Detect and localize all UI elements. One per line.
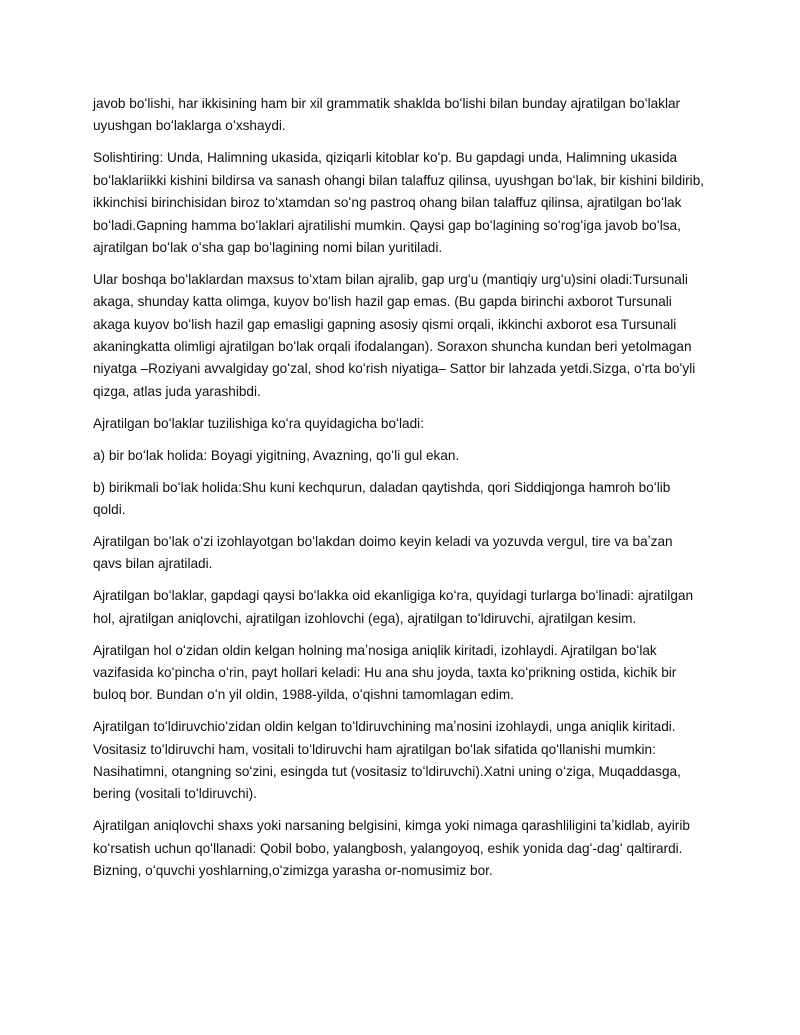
document-page: [93, 93, 705, 892]
paragraph-1: javob boʻlishi, har ikkisining ham bir xil grammatik shaklda boʻlishi bilan bunday ajratilgan boʻlaklar uyushgan boʻlaklarga oʻxshaydi.: [93, 96, 681, 134]
paragraph-3: Ular boshqa boʻlaklardan maxsus toʻxtam bilan ajralib, gap urgʻu (mantiqiy urgʻu)sini oladi:Tursunali akaga, shunday katta olimga, kuyov boʻlish hazil gap emas. (Bu gapda birinchi axborot Tursunali akaga kuyov boʻlish hazil gap emasligi gapning asosiy qismi orqali, ikkinchi axborot esa Tursunali akaningkatta olimligi ajratilgan boʻlak orqali ifodalangan). Soraxon shuncha kundan beri yetolmagan niyatga –Roziyani avvalgiday goʻzal, shod koʻrish niyatiga– Sattor bir lahzada yetdi.Sizga, oʻrta boʻyli qizga, atlas juda yarashibdi.: [93, 271, 696, 399]
paragraph-7: Ajratilgan boʻlak oʻzi izohlayotgan boʻlakdan doimo keyin keladi va yozuvda vergul, tire va baʼzan qavs bilan ajratiladi.: [93, 533, 673, 572]
paragraph-11: Ajratilgan aniqlovchi shaxs yoki narsaning belgisini, kimga yoki nimaga qarashliligini taʼkidlab, ayirib koʻrsatish uchun qoʻllanadi: Qobil bobo, yalangbosh, yalangoyoq, eshik yonida dagʻ-dagʻ qaltirardi. Bizning, oʻquvchi yoshlarning,oʻzimizga yarasha or-nomusimiz bor.: [93, 818, 690, 879]
paragraph-9: Ajratilgan hol oʻzidan oldin kelgan holning maʼnosiga aniqlik kiritadi, izohlaydi. Ajratilgan boʻlak vazifasida koʻpincha oʻrin, payt hollari keladi: Hu ana shu joyda, taxta koʻprikning ostida, kichik bir buloq bor. Bundan oʻn yil oldin, 1988-yilda, oʻqishni tamomlagan edim.: [93, 642, 677, 703]
paragraph-2: Solishtiring: Unda, Halimning ukasida, qiziqarli kitoblar koʻp. Bu gapdagi unda, Halimning ukasida boʻlaklariikki kishini bildirsa va sanash ohangi bilan talaffuz qilinsa, uyushgan boʻlak, bir kishini bildirib, ikkinchisi birinchisidan biroz toʻxtamdan soʻng pastroq ohang bilan talaffuz qilinsa, ajratilgan boʻlak boʻladi.Gapning hamma boʻlaklari ajratilishi mumkin. Qaysi gap boʻlagining soʻrogʻiga javob boʻlsa, ajratilgan boʻlak oʻsha gap boʻlagining nomi bilan yuritiladi.: [93, 150, 705, 255]
paragraph-10: Ajratilgan toʻldiruvchioʻzidan oldin kelgan toʻldiruvchining maʼnosini izohlaydi, unga aniqlik kiritadi. Vositasiz toʻldiruvchi ham, vositali toʻldiruvchi ham ajratilgan boʻlak sifatida qoʻllanishi mumkin: Nasihatimni, otangning soʻzini, esingda tut (vositasiz toʻldiruvchi).Xatni uning oʻziga, Muqaddasga, bering (vositali toʻldiruvchi).: [93, 719, 681, 802]
paragraph-4: Ajratilgan boʻlaklar tuzilishiga koʻra quyidagicha boʻladi:: [93, 415, 424, 431]
paragraph-5: a) bir boʻlak holida: Boyagi yigitning, Avazning, qoʻli gul ekan.: [93, 447, 460, 463]
paragraph-6: b) birikmali boʻlak holida:Shu kuni kechqurun, daladan qaytishda, qori Siddiqjonga hamroh boʻlib qoldi.: [93, 479, 671, 517]
paragraph-8: Ajratilgan boʻlaklar, gapdagi qaysi boʻlakka oid ekanligiga koʻra, quyidagi turlarga boʻlinadi: ajratilgan hol, ajratilgan aniqlovchi, ajratilgan izohlovchi (ega), ajratilgan toʻldiruvchi, ajratilgan kesim.: [93, 588, 694, 626]
